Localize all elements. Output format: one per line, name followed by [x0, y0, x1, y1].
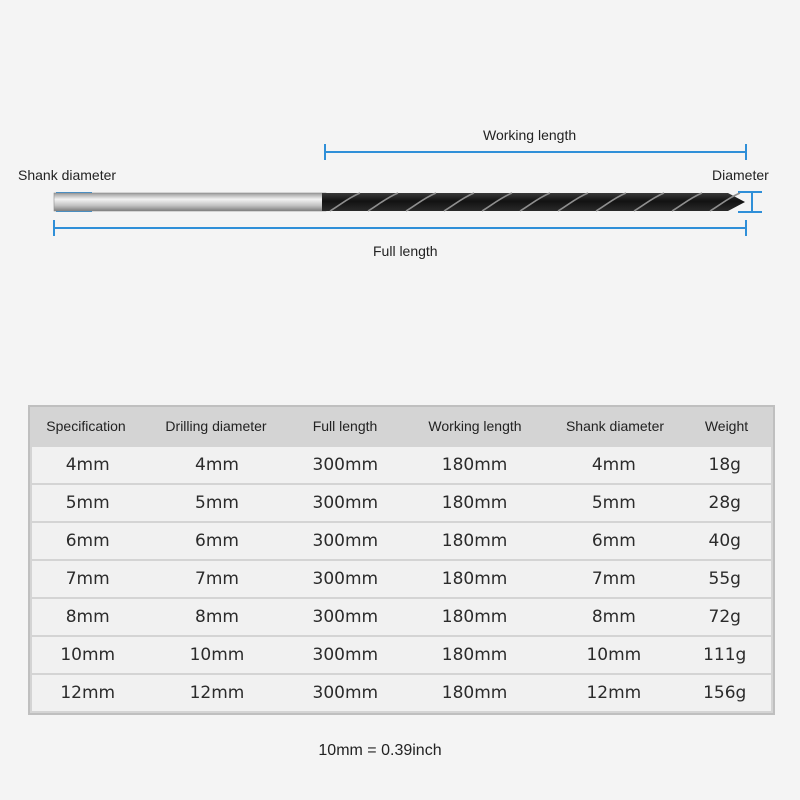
cell-weight: 156g — [703, 683, 747, 703]
working-length-label: Working length — [483, 127, 577, 143]
header-specification: Specification — [46, 418, 126, 434]
cell-full-length: 300mm — [312, 493, 379, 513]
cell-specification: 6mm — [65, 531, 110, 551]
table-row — [32, 561, 771, 597]
cell-drilling-diameter: 6mm — [195, 531, 239, 551]
header-weight: Weight — [704, 418, 749, 434]
cell-weight: 28g — [708, 493, 741, 513]
cell-full-length: 300mm — [312, 645, 379, 665]
table-header-row — [30, 407, 773, 445]
cell-full-length: 300mm — [312, 607, 379, 627]
shank-diameter-label: Shank diameter — [18, 167, 117, 183]
cell-full-length: 300mm — [312, 455, 379, 475]
full-length-dimension — [54, 220, 746, 236]
cell-shank-diameter: 12mm — [586, 683, 642, 703]
cell-drilling-diameter: 7mm — [195, 569, 239, 589]
drill-shank — [54, 193, 326, 211]
header-shank-diameter: Shank diameter — [565, 418, 665, 434]
cell-specification: 5mm — [65, 493, 110, 513]
unit-conversion-note: 10mm = 0.39inch — [318, 742, 442, 759]
header-working-length: Working length — [428, 418, 522, 434]
working-length-dimension — [325, 144, 746, 160]
cell-shank-diameter: 5mm — [591, 493, 636, 513]
full-length-label: Full length — [373, 243, 438, 259]
table-row — [32, 599, 771, 635]
table-row — [32, 675, 771, 711]
header-full-length: Full length — [312, 418, 378, 434]
cell-shank-diameter: 7mm — [591, 569, 636, 589]
header-drilling-diameter: Drilling diameter — [165, 418, 267, 434]
cell-specification: 12mm — [60, 683, 116, 703]
cell-weight: 55g — [708, 569, 741, 589]
cell-working-length: 180mm — [441, 531, 508, 551]
table-row — [32, 485, 771, 521]
cell-drilling-diameter: 8mm — [195, 607, 239, 627]
drill-flute — [322, 193, 745, 211]
cell-working-length: 180mm — [441, 493, 508, 513]
cell-weight: 111g — [703, 645, 747, 665]
cell-shank-diameter: 6mm — [591, 531, 636, 551]
cell-drilling-diameter: 4mm — [195, 455, 239, 475]
diameter-label: Diameter — [712, 167, 769, 183]
cell-weight: 18g — [708, 455, 741, 475]
cell-shank-diameter: 8mm — [591, 607, 636, 627]
cell-full-length: 300mm — [312, 569, 379, 589]
cell-working-length: 180mm — [441, 607, 508, 627]
cell-specification: 4mm — [65, 455, 110, 475]
cell-drilling-diameter: 5mm — [195, 493, 239, 513]
cell-working-length: 180mm — [441, 569, 508, 589]
cell-drilling-diameter: 10mm — [189, 645, 245, 665]
cell-full-length: 300mm — [312, 683, 379, 703]
cell-drilling-diameter: 12mm — [189, 683, 245, 703]
drill-bit-diagram — [0, 0, 800, 300]
cell-working-length: 180mm — [441, 645, 508, 665]
cell-weight: 40g — [708, 531, 741, 551]
cell-specification: 8mm — [65, 607, 110, 627]
spec-table — [28, 405, 775, 715]
cell-specification: 10mm — [60, 645, 116, 665]
table-row — [32, 447, 771, 483]
cell-weight: 72g — [708, 607, 741, 627]
cell-working-length: 180mm — [441, 683, 508, 703]
cell-working-length: 180mm — [441, 455, 508, 475]
cell-specification: 7mm — [65, 569, 110, 589]
table-row — [32, 523, 771, 559]
table-row — [32, 637, 771, 673]
cell-full-length: 300mm — [312, 531, 379, 551]
cell-shank-diameter: 4mm — [591, 455, 636, 475]
cell-shank-diameter: 10mm — [586, 645, 642, 665]
